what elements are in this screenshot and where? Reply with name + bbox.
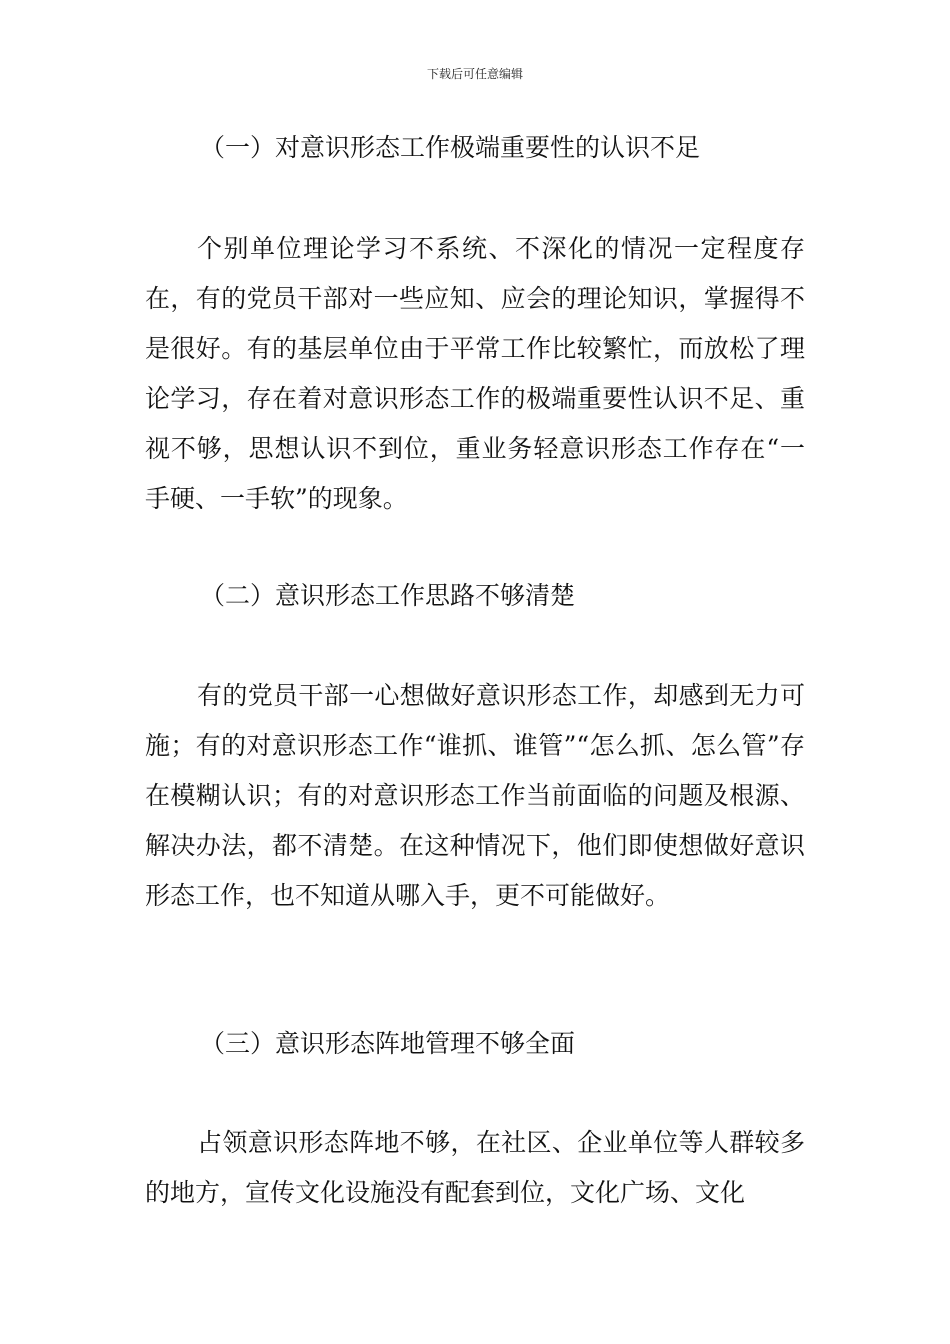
section-body-1: 个别单位理论学习不系统、不深化的情况一定程度存在，有的党员干部对一些应知、应会的理论知识，掌握得不是很好。有的基层单位由于平常工作比较繁忙，而放松了理论学习，存在着对意识形态工作的极端重要性认识不足、重视不够，思想认识不到位，重业务轻意识形态工作存在“一手硬、一手软”的现象。 — [145, 234, 805, 513]
header-note: 下载后可任意编辑 — [426, 67, 523, 81]
section-heading-1: （一）对意识形态工作极端重要性的认识不足 — [200, 133, 701, 162]
section-body-2: 有的党员干部一心想做好意识形态工作，却感到无力可施；有的对意识形态工作“谁抓、谁管”“怎么抓、怎么管”存在模糊认识；有的对意识形态工作当前面临的问题及根源、解决办法，都不清楚。在这种情况下，他们即使想做好意识形态工作，也不知道从哪入手，更不可能做好。 — [145, 681, 805, 910]
section-body-3: 占领意识形态阵地不够，在社区、企业单位等人群较多的地方，宣传文化设施没有配套到位，文化广场、文化 — [145, 1128, 805, 1207]
section-heading-3: （三）意识形态阵地管理不够全面 — [200, 1029, 576, 1058]
section-heading-2: （二）意识形态工作思路不够清楚 — [200, 581, 576, 610]
